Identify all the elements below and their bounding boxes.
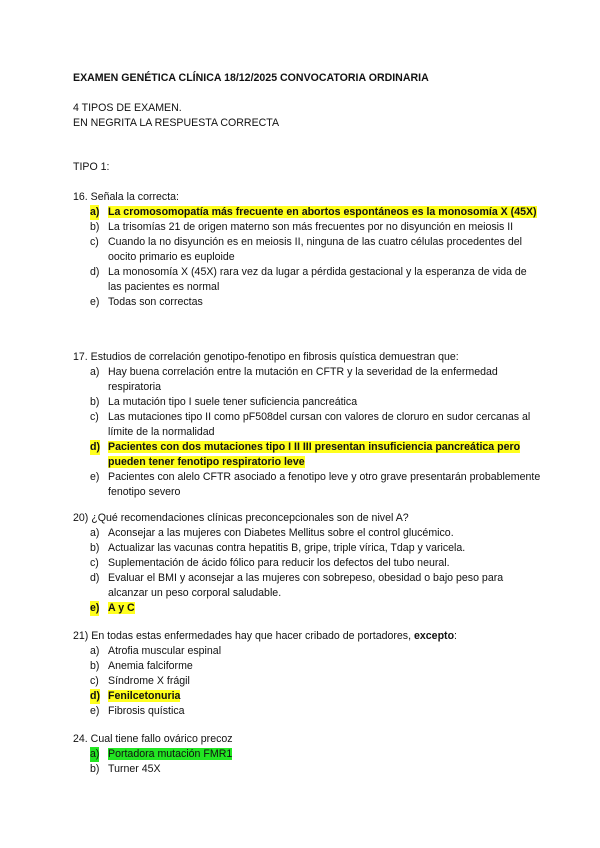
- option-letter: d): [90, 572, 100, 584]
- option-text: Síndrome X frágil: [108, 675, 190, 687]
- option-letter: a): [90, 366, 100, 378]
- option-text: Las mutaciones tipo II como pF508del cursan con valores de cloruro en sudor cercanas al límite de la normalidad: [108, 411, 531, 438]
- option-letter: e): [90, 471, 100, 483]
- option-letter: a): [90, 527, 100, 539]
- option-letter: a): [90, 206, 100, 218]
- option-d: [73, 689, 543, 704]
- option-list: [73, 526, 543, 616]
- option-a: [73, 747, 543, 762]
- option-e: [73, 704, 543, 719]
- option-text: Aconsejar a las mujeres con Diabetes Mellitus sobre el control glucémico.: [108, 527, 454, 539]
- option-text: Todas son correctas: [108, 296, 203, 308]
- option-letter: b): [90, 763, 100, 775]
- option-e: [73, 295, 543, 310]
- option-text: Pacientes con dos mutaciones tipo I II III presentan insuficiencia pancreática pero pueden tener fenotipo respiratorio leve: [108, 441, 521, 468]
- question-24: [73, 732, 543, 777]
- option-letter: d): [90, 690, 100, 702]
- option-letter: e): [90, 705, 100, 717]
- option-letter: d): [90, 441, 100, 453]
- option-letter: d): [90, 266, 100, 278]
- question-title: [73, 629, 543, 644]
- question-17: [73, 350, 543, 500]
- option-text: Evaluar el BMI y aconsejar a las mujeres con sobrepeso, obesidad o bajo peso para alcanzar un peso corporal saludable.: [108, 572, 504, 599]
- question-title: 17. Estudios de correlación genotipo-fenotipo en fibrosis quística demuestran que:: [73, 351, 459, 363]
- option-text: Atrofia muscular espinal: [108, 645, 222, 657]
- option-d: [73, 265, 543, 295]
- option-letter: b): [90, 396, 100, 408]
- question-title: 20) ¿Qué recomendaciones clínicas preconcepcionales son de nivel A?: [73, 512, 409, 524]
- option-text: La cromosomopatía más frecuente en abortos espontáneos es la monosomía X (45X): [108, 206, 537, 218]
- option-letter: c): [90, 675, 99, 687]
- question-title-suffix: :: [454, 630, 457, 642]
- option-c: [73, 235, 543, 265]
- option-letter: c): [90, 411, 99, 423]
- option-text: Fibrosis quística: [108, 705, 185, 717]
- option-c: [73, 674, 543, 689]
- option-letter: b): [90, 660, 100, 672]
- option-b: [73, 541, 543, 556]
- option-letter: a): [90, 748, 100, 760]
- exam-subtitle-types: 4 TIPOS DE EXAMEN.: [73, 102, 182, 114]
- option-d: [73, 571, 543, 601]
- option-text: Portadora mutación FMR1: [108, 748, 233, 760]
- option-text: Cuando la no disyunción es en meiosis II, ninguna de las cuatro células procedentes del oocito primario es euploide: [108, 236, 523, 263]
- option-text: Actualizar las vacunas contra hepatitis B, gripe, triple vírica, Tdap y varicela.: [108, 542, 466, 554]
- option-text: Anemia falciforme: [108, 660, 193, 672]
- option-letter: b): [90, 221, 100, 233]
- option-list: [73, 365, 543, 500]
- option-b: [73, 220, 543, 235]
- option-c: [73, 556, 543, 571]
- exam-title: EXAMEN GENÉTICA CLÍNICA 18/12/2025 CONVOCATORIA ORDINARIA: [73, 72, 429, 84]
- option-a: [73, 644, 543, 659]
- option-list: [73, 644, 543, 719]
- option-text: La mutación tipo I suele tener suficiencia pancreática: [108, 396, 358, 408]
- question-title-emphasis: excepto: [414, 630, 455, 642]
- option-a: [73, 365, 543, 395]
- option-e: [73, 470, 543, 500]
- option-text: Suplementación de ácido fólico para reducir los defectos del tubo neural.: [108, 557, 450, 569]
- option-text: Pacientes con alelo CFTR asociado a fenotipo leve y otro grave presentarán probablemente fenotipo severo: [108, 471, 541, 498]
- option-b: [73, 659, 543, 674]
- option-a: [73, 526, 543, 541]
- question-title: 24. Cual tiene fallo ovárico precoz: [73, 733, 233, 745]
- option-a: [73, 205, 543, 220]
- option-letter: e): [90, 296, 100, 308]
- option-letter: c): [90, 557, 99, 569]
- exam-subtitle-instructions: EN NEGRITA LA RESPUESTA CORRECTA: [73, 117, 280, 129]
- question-21: [73, 629, 543, 719]
- option-text: A y C: [108, 602, 135, 614]
- option-text: La monosomía X (45X) rara vez da lugar a pérdida gestacional y la esperanza de vida de las pacientes es normal: [108, 266, 527, 293]
- option-letter: e): [90, 602, 100, 614]
- question-16: [73, 190, 543, 310]
- option-c: [73, 410, 543, 440]
- option-b: [73, 762, 543, 777]
- option-text: Fenilcetonuria: [108, 690, 181, 702]
- option-list: [73, 747, 543, 777]
- option-letter: c): [90, 236, 99, 248]
- exam-type-label: TIPO 1:: [73, 161, 110, 173]
- option-text: La trisomías 21 de origen materno son más frecuentes por no disyunción en meiosis II: [108, 221, 514, 233]
- question-title: 16. Señala la correcta:: [73, 191, 179, 203]
- option-list: [73, 205, 543, 310]
- option-d: [73, 440, 543, 470]
- option-e: [73, 601, 543, 616]
- option-letter: b): [90, 542, 100, 554]
- question-20: [73, 511, 543, 616]
- option-letter: a): [90, 645, 100, 657]
- option-b: [73, 395, 543, 410]
- question-title-text: 21) En todas estas enfermedades hay que hacer cribado de portadores,: [73, 630, 412, 642]
- option-text: Turner 45X: [108, 763, 161, 775]
- option-text: Hay buena correlación entre la mutación en CFTR y la severidad de la enfermedad respiratoria: [108, 366, 498, 393]
